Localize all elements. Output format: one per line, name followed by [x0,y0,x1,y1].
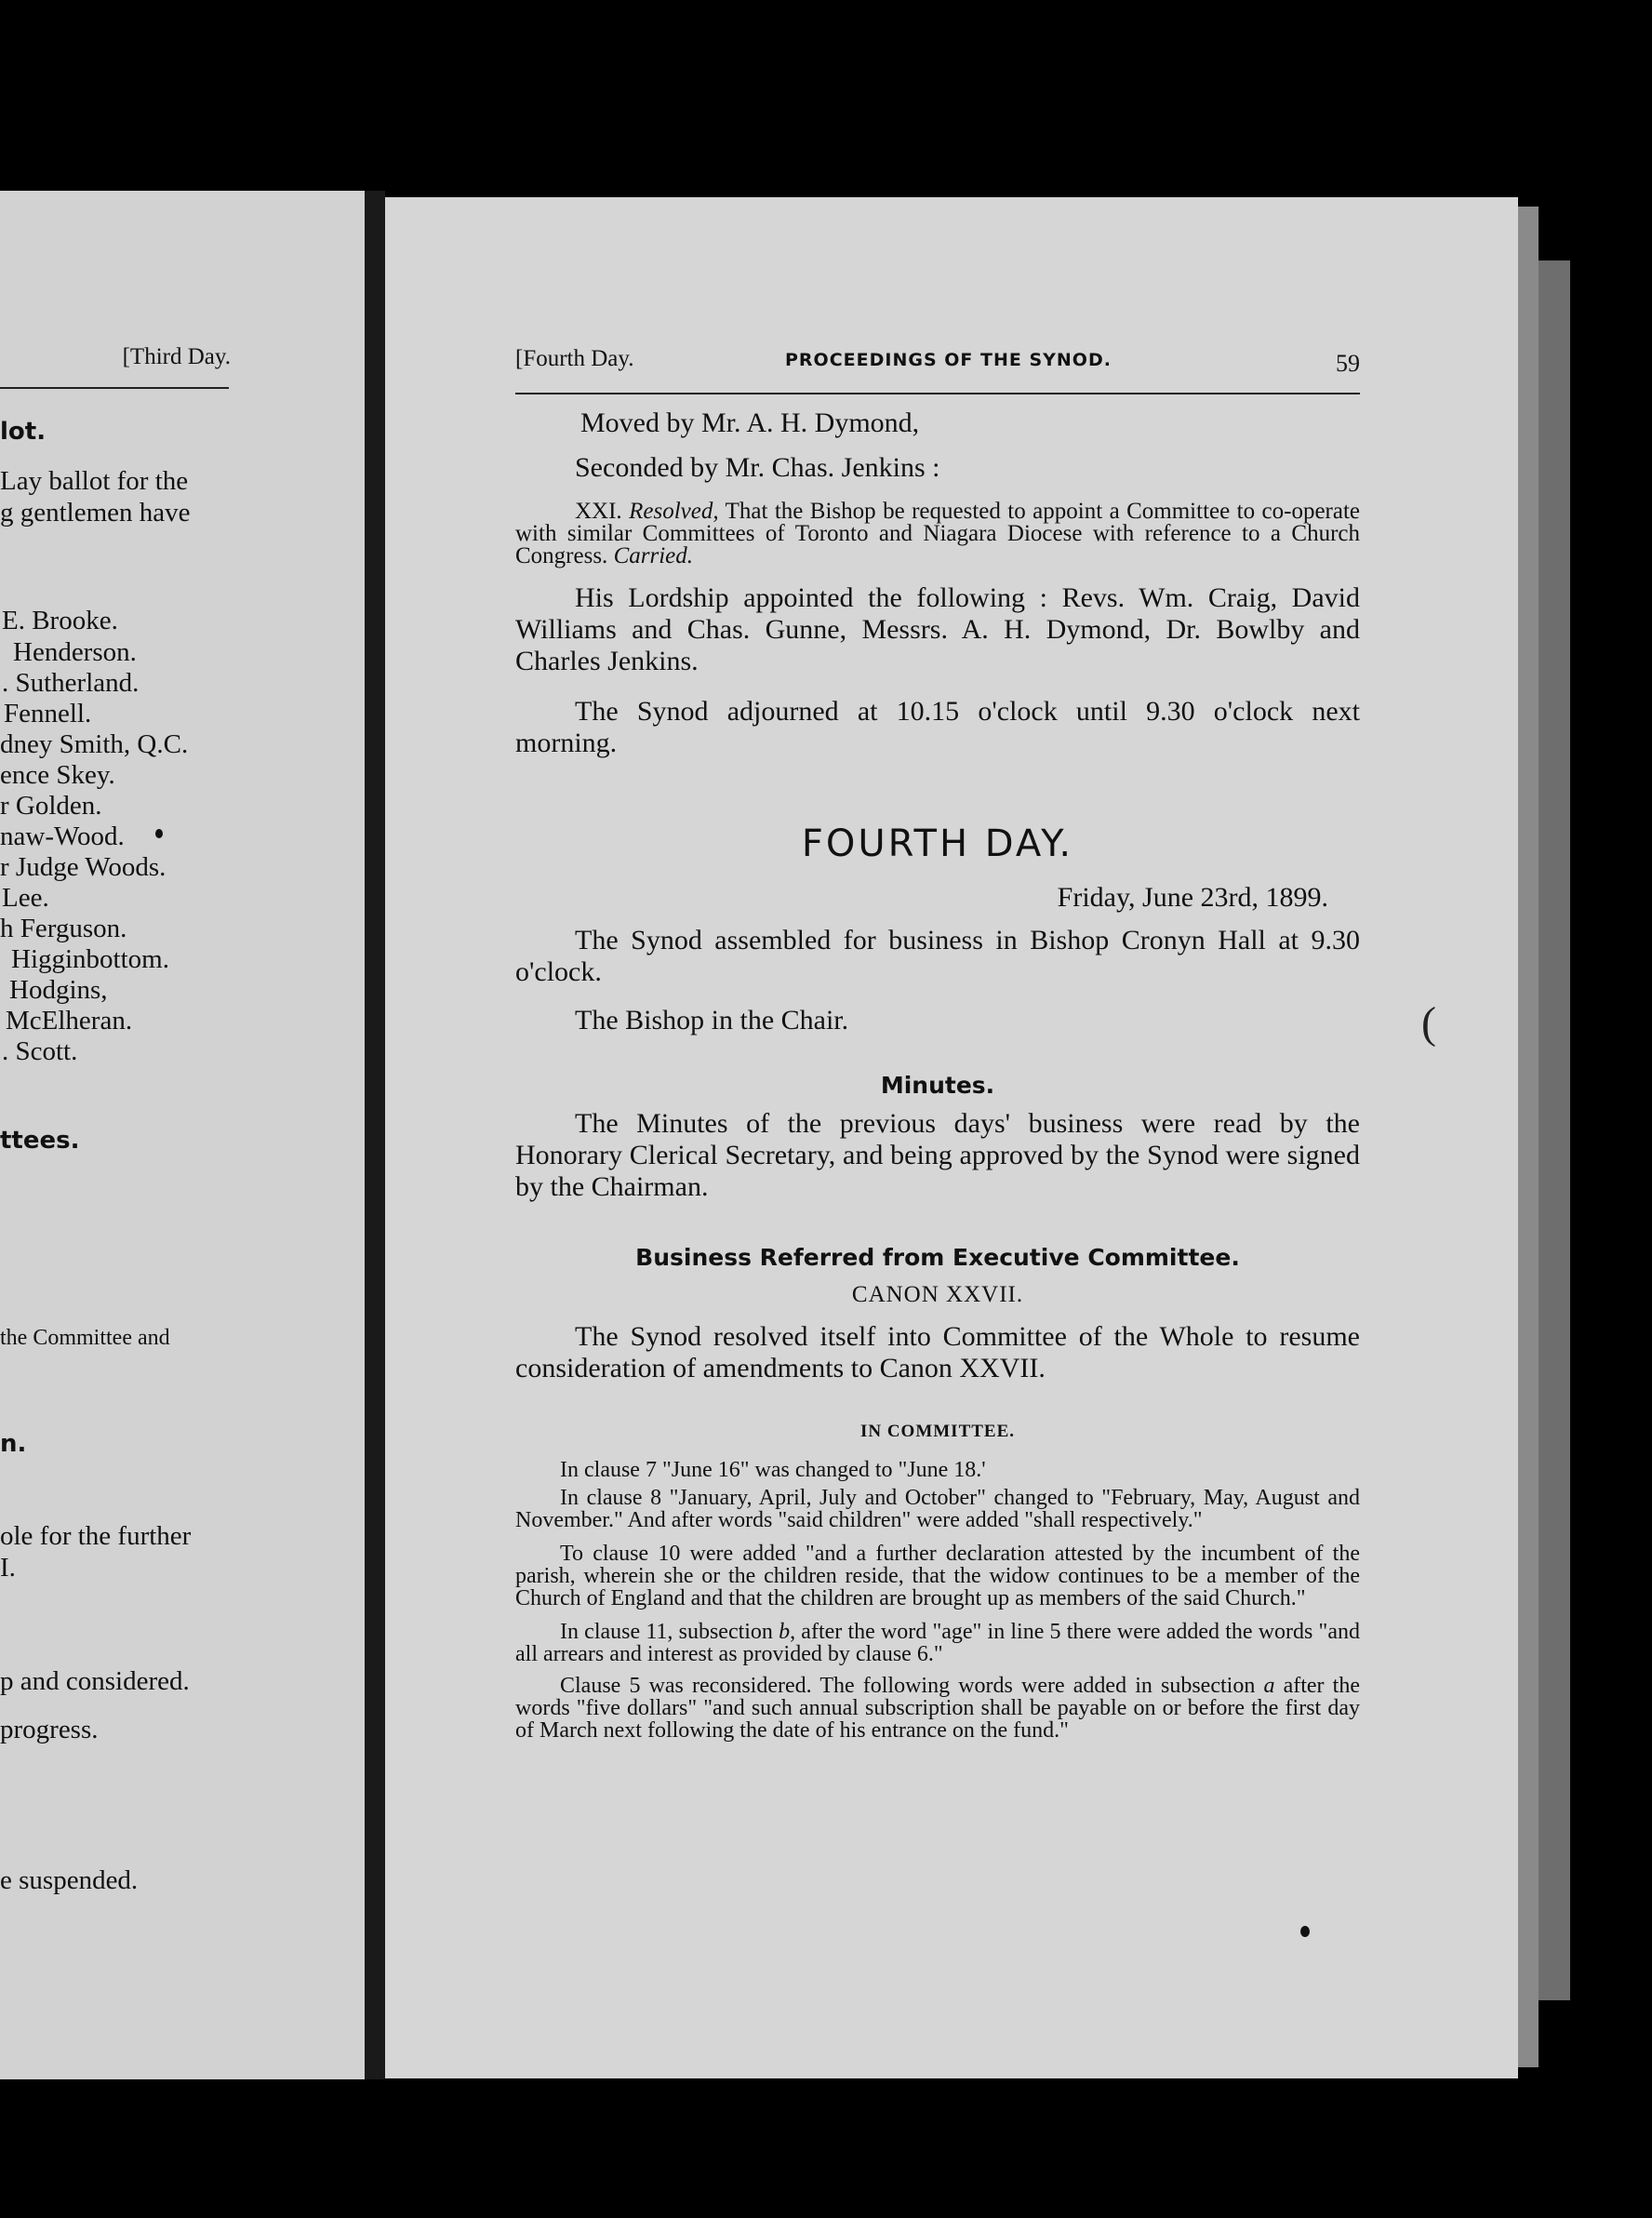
ink-speck [1300,1926,1310,1937]
left-para-line: g gentlemen have [0,498,191,528]
left-name-item: Fennell. [4,699,92,728]
adjourned-para: The Synod adjourned at 10.15 o'clock until 9.30 o'clock next morning. [515,696,1360,758]
canon-heading: CANON XXVII. [851,1282,1024,1307]
running-head-title: PROCEEDINGS OF THE SYNOD. [785,350,1112,370]
margin-pencil-mark: ( [1421,998,1436,1048]
left-name-item: ence Skey. [0,760,115,790]
header-rule [515,393,1360,394]
page-number: 59 [1336,350,1360,377]
page-edge [1518,207,1539,2067]
left-name-item: . Scott. [2,1036,78,1066]
clause-5-subsection: a [1263,1674,1275,1698]
clause-11-para [515,1621,1360,1665]
left-name-item: r Golden. [0,791,102,821]
left-committee-line: the Committee and [0,1326,170,1350]
book-gutter [365,191,385,2079]
resolution-text: That the Bishop be requested to appoint a Committee to co-operate with similar Committees of Toronto and Niagara Diocese with reference to a Church Congress. [515,499,1360,568]
clause-5-text-rest: after the words "five dollars" "and such annual subscription shall be payable on or before the first day of March next following the date of his entrance on the fund." [515,1674,1361,1743]
left-running-head: [Third Day. [122,344,231,369]
left-further-line: ole for the further [0,1521,192,1551]
page-content [515,346,1360,1742]
left-page [0,191,365,2079]
left-name-item: r Judge Woods. [0,852,167,882]
left-name-item: . Sutherland. [2,668,140,698]
in-committee-heading: IN COMMITTEE. [859,1422,1016,1441]
left-name-item: E. Brooke. [2,606,118,635]
resolution-number: XXI. [575,499,622,524]
day-title: FOURTH DAY. [801,822,1074,865]
left-name-item: Hodgins, [9,975,108,1005]
left-considered-line: p and considered. [0,1666,190,1696]
ink-speck [155,829,163,838]
chair-line: The Bishop in the Chair. [575,1005,849,1036]
clause-10-para: To clause 10 were added "and a further declaration attested by the incumbent of the parish, wherein she or the children reside, that the widow continues to be a member of the Church of England and that the children are brought up as members of the said Church." [515,1542,1360,1610]
left-heading-n: n. [0,1430,27,1458]
right-page [385,197,1518,2078]
clause-11-subsection: b [779,1620,791,1644]
resolved-word: Resolved, [629,499,719,524]
business-heading: Business Referred from Executive Committee. [635,1244,1240,1271]
date-line: Friday, June 23rd, 1899. [1057,882,1328,913]
lordship-appointed-para: His Lordship appointed the following : Revs. Wm. Craig, David Williams and Chas. Gunne, Messrs. A. H. Dymond, Dr. Bowlby and Charles Jenkins. [515,582,1360,676]
assembled-para: The Synod assembled for business in Bishop Cronyn Hall at 9.30 o'clock. [515,925,1360,987]
clause-11-text-rest: , after the word "age" in line 5 there were added the words "and all arrears and interest as provided by clause 6." [515,1620,1360,1666]
moved-by-line: Moved by Mr. A. H. Dymond, [580,408,920,438]
carried-word: Carried. [613,543,693,568]
left-name-item: Lee. [2,883,49,913]
resolved-itself-para: The Synod resolved itself into Committee of the Whole to resume consideration of amendments to Canon XXVII. [515,1321,1360,1383]
running-head-day: [Fourth Day. [515,346,634,371]
clause-5-text: Clause 5 was reconsidered. The following words were added in subsection [560,1674,1264,1698]
clause-7-para: In clause 7 "June 16" was changed to "June 18.' [560,1458,986,1482]
left-progress-line: progress. [0,1715,99,1744]
left-name-item: Higginbottom. [11,944,169,974]
left-suspended-line: e suspended. [0,1865,139,1895]
clause-11-text: In clause 11, subsection [560,1620,779,1644]
minutes-para: The Minutes of the previous days' business were read by the Honorary Clerical Secretary, and being approved by the Synod were signed by the Chairman. [515,1108,1360,1202]
left-heading-ballot: lot. [0,418,47,446]
left-name-item: Henderson. [13,637,137,667]
clause-8-para: In clause 8 "January, April, July and October" changed to "February, May, August and November." And after words "said children" were added "shall respectively." [515,1486,1360,1532]
left-heading-committees: ttees. [0,1127,80,1155]
left-header-rule [0,387,229,389]
clause-5-para [515,1675,1360,1742]
resolution-xxi [515,501,1360,568]
running-head [515,346,1360,383]
seconded-by-line: Seconded by Mr. Chas. Jenkins : [575,452,940,483]
left-name-item: naw-Wood. [0,822,125,851]
left-para-line: Lay ballot for the [0,466,189,496]
left-name-item: McElheran. [6,1006,133,1036]
minutes-heading: Minutes. [880,1072,995,1099]
page-stack-edge [1539,261,1570,2000]
left-further-line: I. [0,1553,16,1583]
left-name-item: dney Smith, Q.C. [0,729,189,759]
left-name-item: h Ferguson. [0,914,127,943]
